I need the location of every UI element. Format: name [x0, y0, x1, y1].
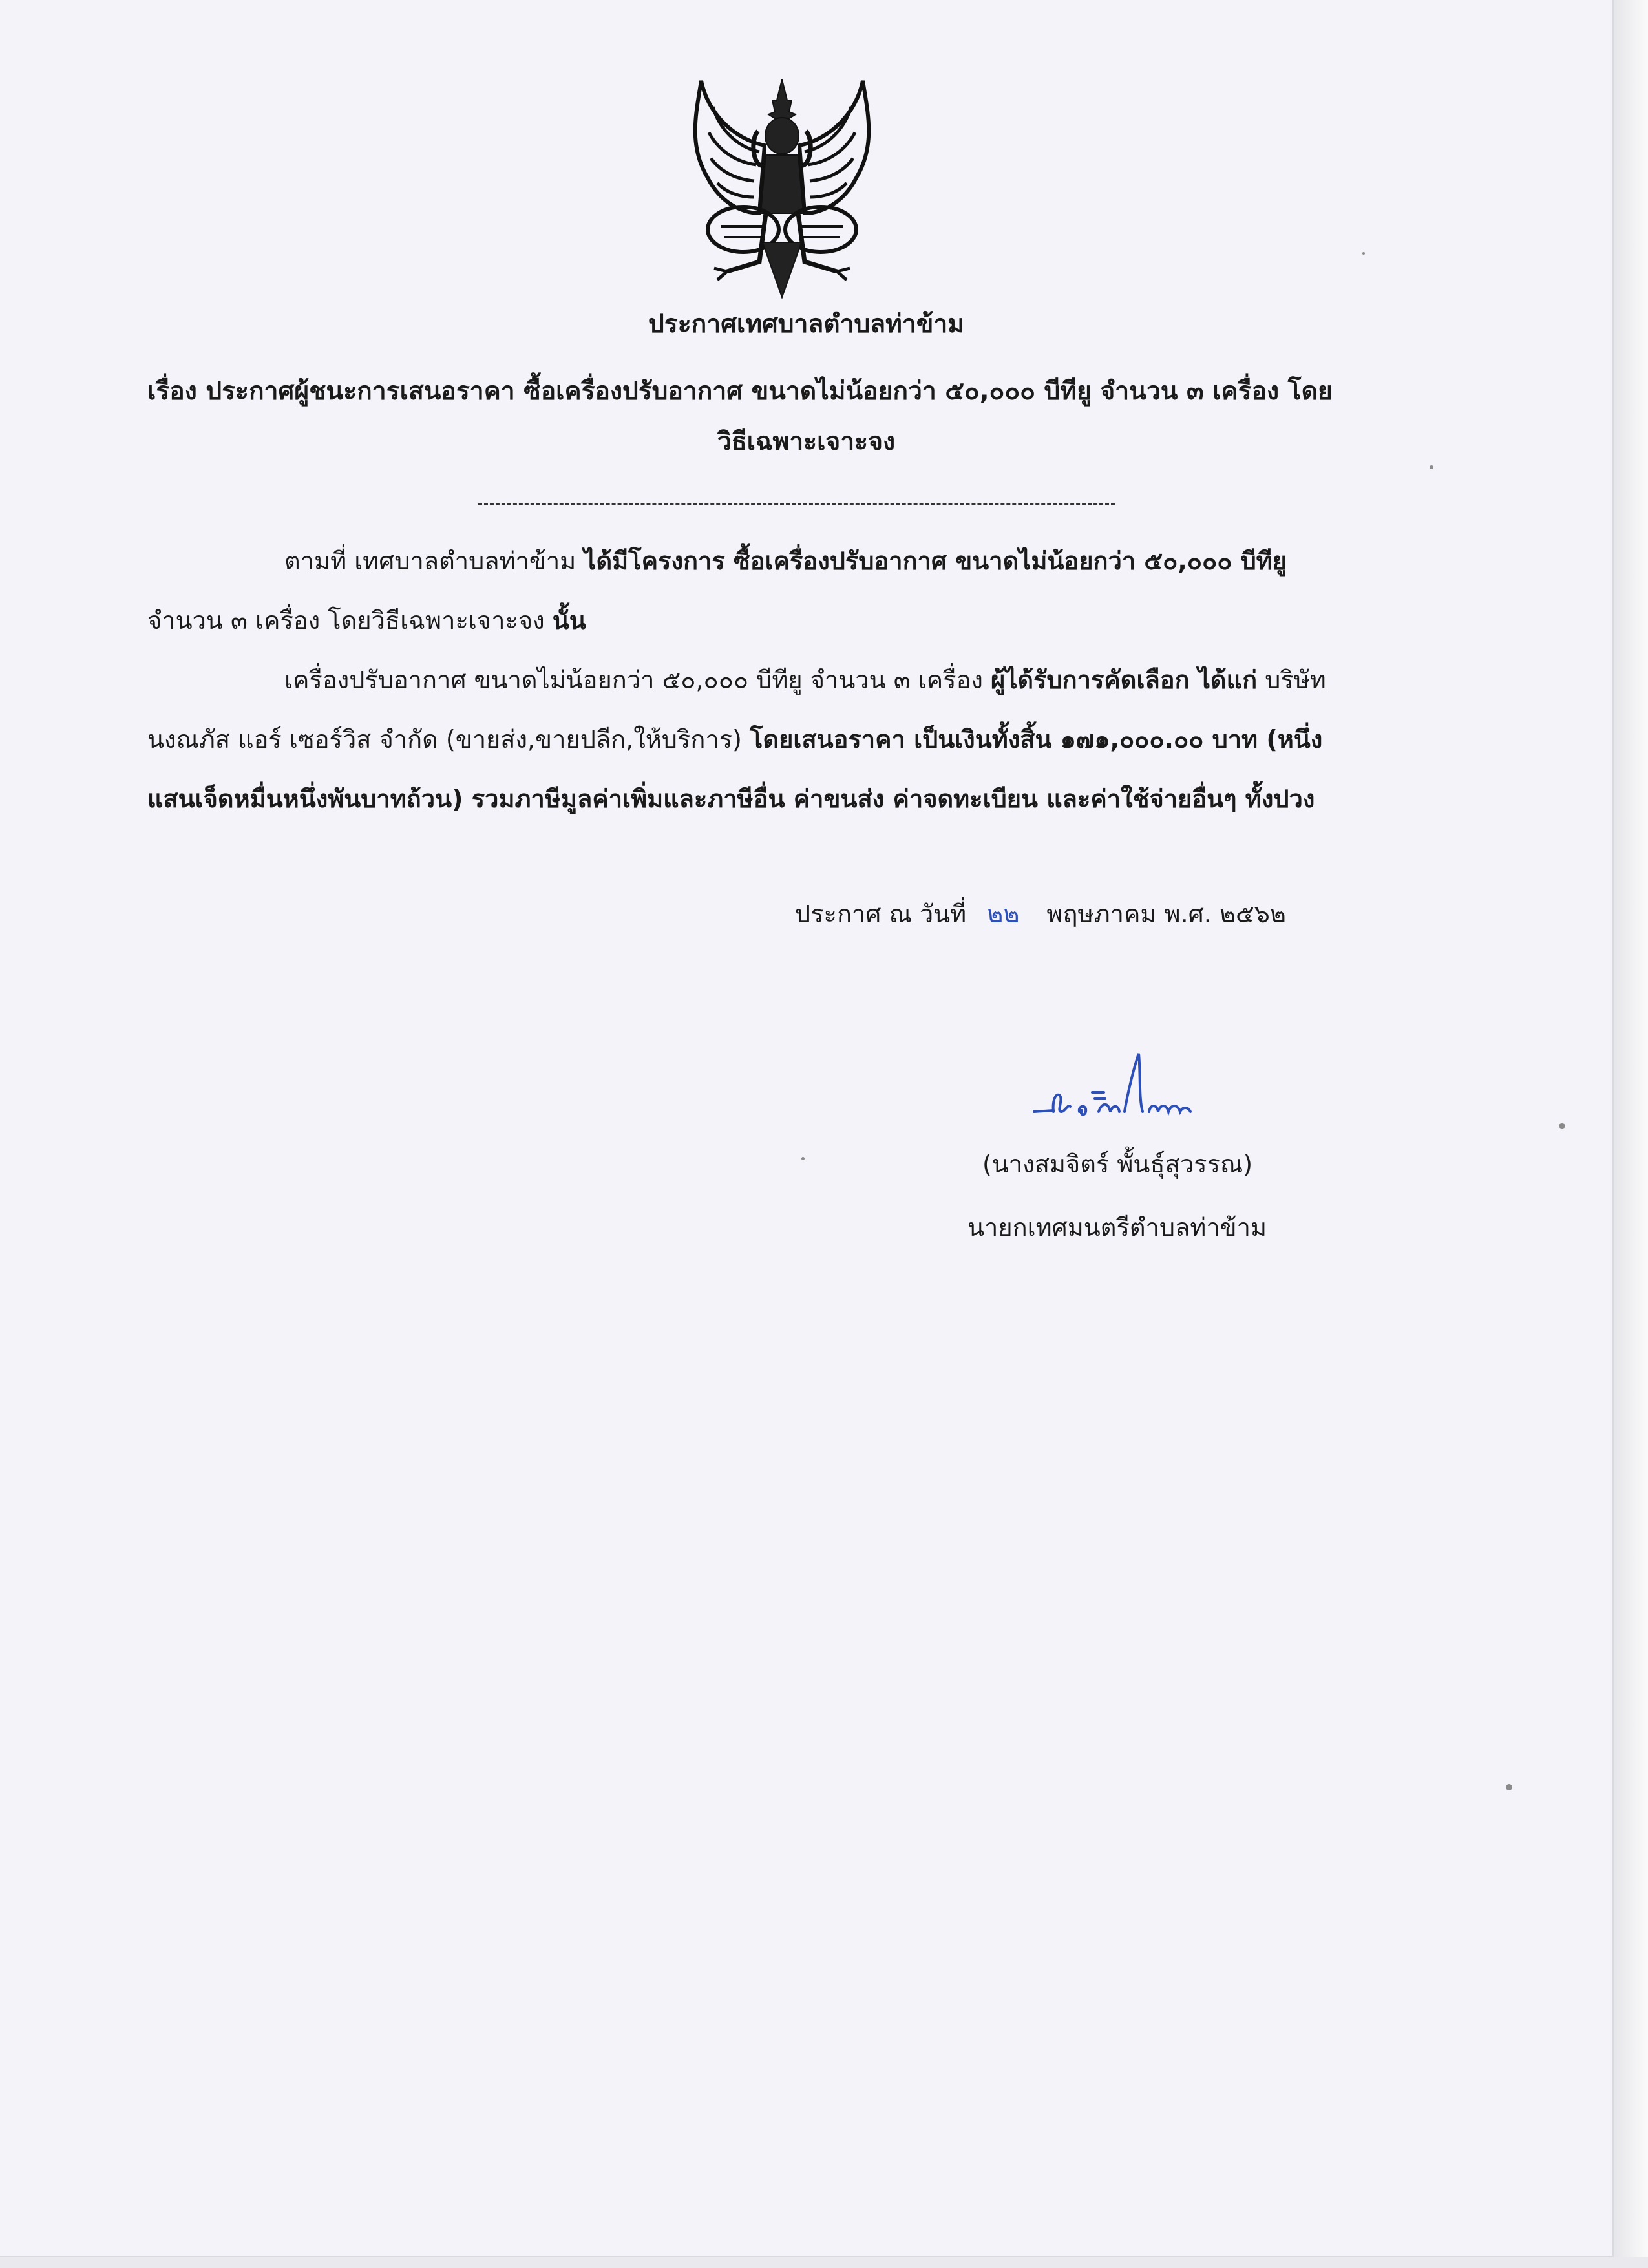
signatory-name: (นางสมจิตร์ พั้นธุ์สุวรรณ): [982, 1150, 1253, 1178]
announcement-subject-continued: วิธีเฉพาะเจาะจง: [717, 427, 896, 456]
scan-edge-bottom: [0, 2257, 1648, 2268]
paragraph-text: บริษัท: [1265, 666, 1326, 694]
paragraph-2-line-2: [147, 710, 1322, 769]
paragraph-text-bold: โดยเสนอราคา เป็นเงินทั้งสิ้น ๑๗๑,๐๐๐.๐๐ บาท (หนึ่ง: [750, 725, 1323, 754]
date-suffix: พฤษภาคม พ.ศ. ๒๕๖๒: [1046, 900, 1286, 928]
announcement-title: ประกาศเทศบาลตำบลท่าข้าม: [648, 310, 965, 339]
paragraph-2-line-3: แสนเจ็ดหมื่นหนึ่งพันบาทถ้วน) รวมภาษีมูลค่าเพิ่มและภาษีอื่น ค่าขนส่ง ค่าจดทะเบียน และค่าใช้จ่ายอื่นๆ ทั้งปวง: [147, 785, 1315, 813]
dashed-divider: [478, 503, 1115, 505]
announcement-date: [795, 884, 1286, 944]
scan-speck: [801, 1157, 805, 1160]
paragraph-1-line-1: [284, 531, 1287, 591]
announcement-subject: เรื่อง ประกาศผู้ชนะการเสนอราคา ซื้อเครื่องปรับอากาศ ขนาดไม่น้อยกว่า ๕๐,๐๐๐ บีทียู จำนวน ๓ เครื่อง โดย: [147, 377, 1333, 406]
scan-speck: [1506, 1784, 1512, 1790]
paragraph-text: เครื่องปรับอากาศ ขนาดไม่น้อยกว่า ๕๐,๐๐๐ บีทียู จำนวน ๓ เครื่อง: [284, 666, 983, 694]
paragraph-1-line-2: [147, 591, 586, 650]
paragraph-text-bold: ได้มีโครงการ ซื้อเครื่องปรับอากาศ ขนาดไม่น้อยกว่า ๕๐,๐๐๐ บีทียู: [584, 547, 1287, 575]
paragraph-text-bold: นั้น: [552, 606, 586, 635]
paragraph-2-line-1: [284, 650, 1326, 710]
scan-speck: [1559, 1123, 1565, 1129]
handwritten-signature-icon: [1028, 1047, 1241, 1138]
scan-speck: [1362, 252, 1365, 255]
signatory-position: นายกเทศมนตรีตำบลท่าข้าม: [967, 1213, 1267, 1242]
paragraph-text: จำนวน ๓ เครื่อง โดยวิธีเฉพาะเจาะจง: [147, 606, 545, 635]
scan-speck: [1430, 465, 1433, 469]
date-prefix: ประกาศ ณ วันที่: [795, 900, 967, 928]
paragraph-text: ตามที่ เทศบาลตำบลท่าข้าม: [284, 547, 576, 575]
paragraph-text: นงณภัส แอร์ เซอร์วิส จำกัด (ขายส่ง,ขายปลีก,ให้บริการ): [147, 725, 742, 754]
scan-edge-right: [1614, 0, 1648, 2268]
garuda-emblem-icon: [682, 74, 882, 301]
date-day-handwritten: ๒๒: [987, 900, 1020, 928]
paragraph-text-bold: ผู้ได้รับการคัดเลือก ได้แก่: [991, 666, 1258, 694]
